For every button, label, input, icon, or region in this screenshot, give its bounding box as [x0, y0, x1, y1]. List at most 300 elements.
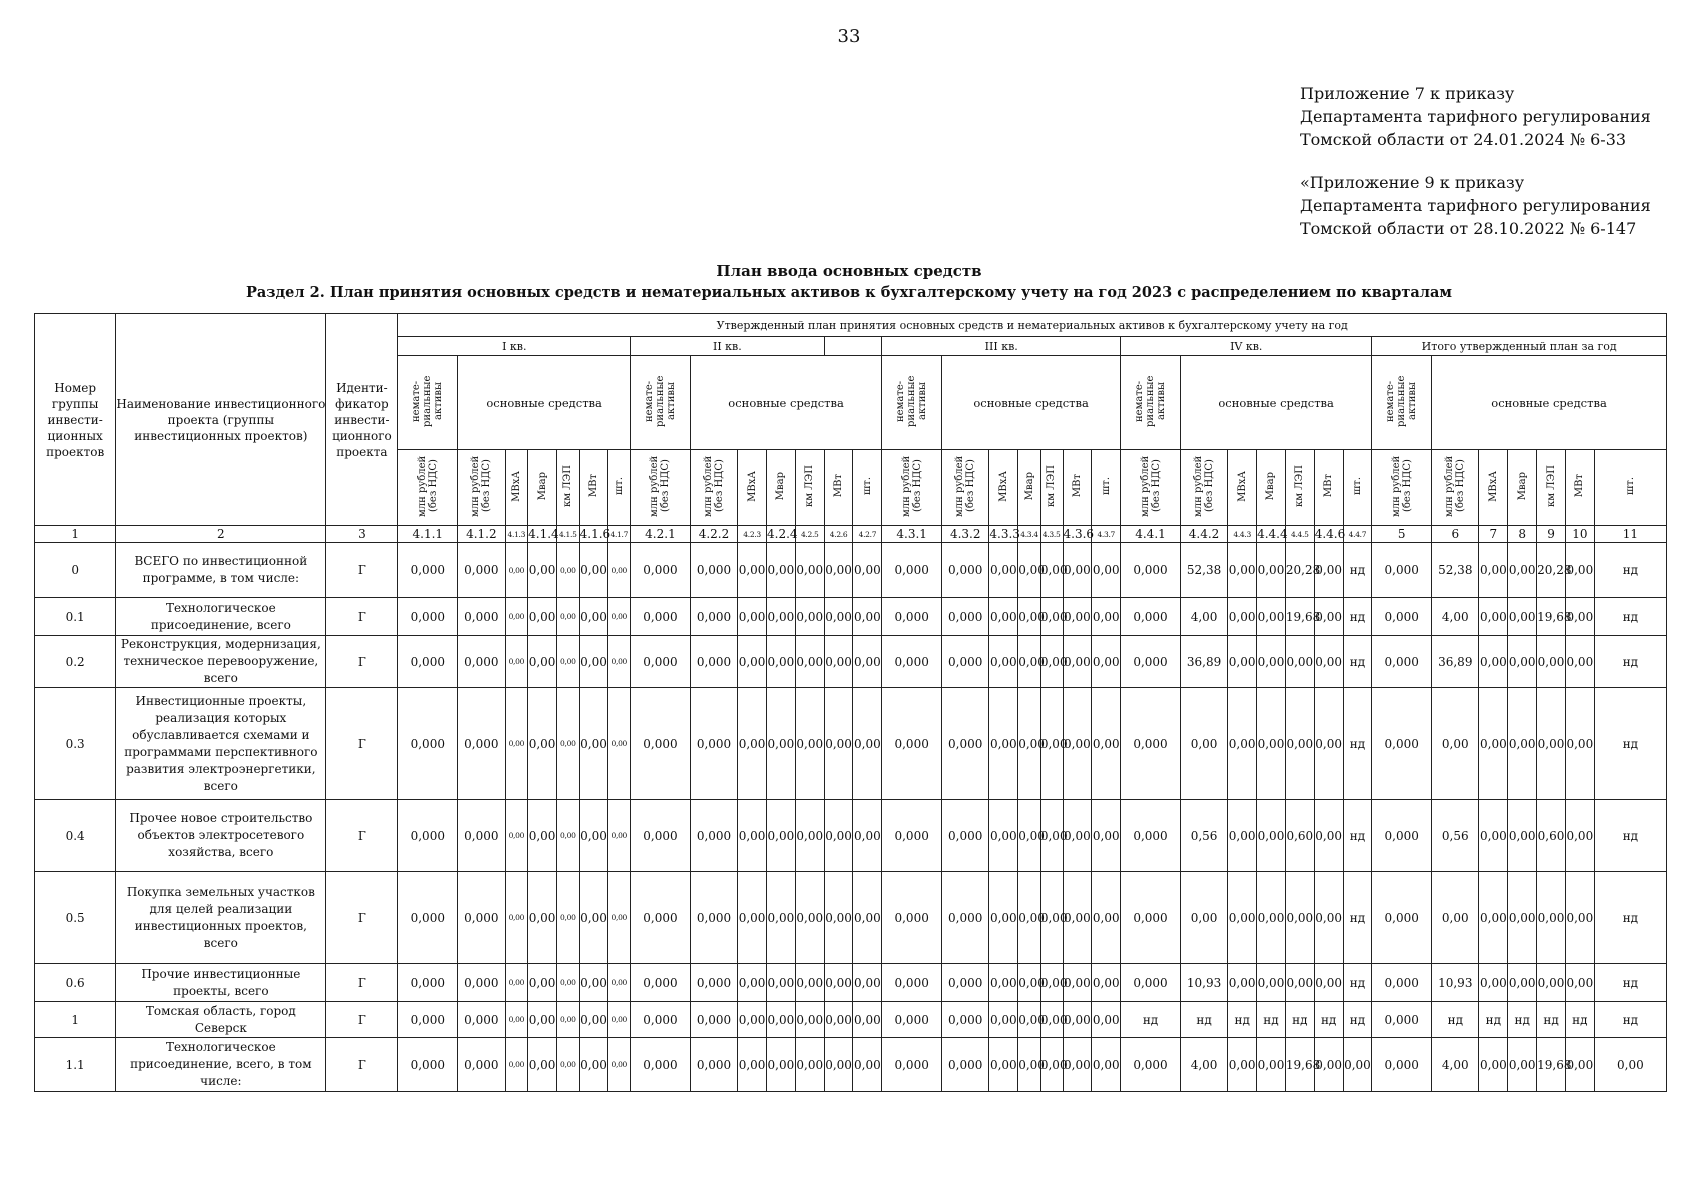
- value-cell: 0,000: [1121, 964, 1181, 1002]
- value-cell: 0,000: [942, 1038, 989, 1092]
- column-number: 11: [1594, 526, 1666, 543]
- column-number: 4.4.4: [1257, 527, 1288, 541]
- header-unit-label: шт.: [613, 476, 625, 495]
- value-cell: нд: [1343, 688, 1372, 800]
- row-identifier: Г: [326, 1002, 398, 1038]
- value-cell: 0,000: [631, 636, 691, 688]
- value-cell: 0,000: [631, 1002, 691, 1038]
- value-cell: нд: [1285, 1002, 1314, 1038]
- value-cell: 0,000: [1372, 1038, 1432, 1092]
- row-name: Инвестиционные проекты, реализация которых обуславливается схемами и программами перспективного развития электроэнергетики, всего: [116, 688, 326, 800]
- column-number: 4.2.7: [853, 526, 882, 543]
- value-cell: 0,00: [1508, 872, 1537, 964]
- header-unit-label: МВт: [1574, 474, 1586, 498]
- value-cell: 0,00: [608, 1038, 631, 1092]
- header-unit-label: МВт: [1323, 474, 1335, 498]
- header-q4: IV кв.: [1121, 337, 1372, 356]
- value-cell: 0,00: [556, 543, 579, 598]
- row-name: Прочие инвестиционные проекты, всего: [116, 964, 326, 1002]
- value-cell: нд: [1343, 1002, 1372, 1038]
- value-cell: 0,00: [853, 636, 882, 688]
- value-cell: 0,00: [989, 872, 1018, 964]
- value-cell: 0,00: [738, 636, 767, 688]
- value-cell: 0,000: [458, 636, 505, 688]
- value-cell: 0,000: [882, 636, 942, 688]
- header-q1: I кв.: [398, 337, 631, 356]
- value-cell: 0,00: [1018, 1002, 1041, 1038]
- value-cell: нд: [1594, 543, 1666, 598]
- value-cell: 0,00: [1228, 1038, 1257, 1092]
- column-number: 4.3.3: [989, 527, 1020, 541]
- value-cell: 0,00: [1228, 872, 1257, 964]
- value-cell: 4,00: [1180, 1038, 1227, 1092]
- value-cell: 0,00: [528, 688, 557, 800]
- value-cell: 0,00: [767, 1038, 796, 1092]
- value-cell: 0,00: [505, 636, 528, 688]
- value-cell: 0,00: [1479, 1038, 1508, 1092]
- column-number: 4.1.6: [579, 527, 611, 541]
- value-cell: 0,00: [1479, 964, 1508, 1002]
- header-unit-label: МВхА: [510, 470, 522, 502]
- column-number: 4.1.5: [556, 526, 579, 543]
- column-number: 4.4.3: [1228, 526, 1257, 543]
- row-name: Технологическое присоединение, всего: [116, 598, 326, 636]
- value-cell: 0,56: [1180, 800, 1227, 872]
- value-cell: 0,000: [1121, 543, 1181, 598]
- value-cell: 0,00: [1565, 872, 1594, 964]
- value-cell: 0,00: [1018, 543, 1041, 598]
- value-cell: 0,00: [1479, 872, 1508, 964]
- value-cell: 0,00: [1040, 543, 1063, 598]
- value-cell: 0,000: [398, 964, 458, 1002]
- column-number: 4.4.5: [1285, 526, 1314, 543]
- value-cell: 0,00: [579, 800, 608, 872]
- appendix-line: Томской области от 28.10.2022 № 6-147: [1300, 219, 1637, 238]
- value-cell: 0,00: [1040, 688, 1063, 800]
- row-name: Прочее новое строительство объектов электросетевого хозяйства, всего: [116, 800, 326, 872]
- value-cell: 0,00: [795, 543, 824, 598]
- header-unit: [1508, 450, 1537, 526]
- value-cell: 0,00: [1314, 800, 1343, 872]
- value-cell: 0,00: [989, 800, 1018, 872]
- value-cell: 0,00: [738, 543, 767, 598]
- value-cell: 0,00: [556, 800, 579, 872]
- value-cell: 0,00: [1257, 872, 1286, 964]
- header-unit-label: МВт: [588, 474, 600, 498]
- value-cell: 0,00: [1257, 800, 1286, 872]
- value-cell: 0,00: [1040, 800, 1063, 872]
- header-unit: [579, 450, 608, 526]
- value-cell: 0,00: [505, 543, 528, 598]
- column-number: 9: [1537, 526, 1566, 543]
- header-unit: [738, 450, 767, 526]
- value-cell: 0,00: [795, 688, 824, 800]
- value-cell: 0,000: [942, 636, 989, 688]
- value-cell: 0,000: [1372, 872, 1432, 964]
- header-unit-label: Мвар: [536, 471, 548, 501]
- column-number: 4.4.6: [1314, 527, 1346, 541]
- header-unit-label: млн рублей (без НДС): [470, 455, 493, 517]
- value-cell: 0,00: [795, 1002, 824, 1038]
- value-cell: 0,00: [528, 1002, 557, 1038]
- header-unit: [1372, 450, 1432, 526]
- value-cell: 0,00: [989, 964, 1018, 1002]
- value-cell: 0,00: [1228, 636, 1257, 688]
- row-identifier: Г: [326, 543, 398, 598]
- value-cell: 0,00: [1285, 636, 1314, 688]
- row-code: 0.2: [35, 636, 116, 688]
- value-cell: 0,00: [1257, 636, 1286, 688]
- value-cell: 0,00: [1063, 598, 1092, 636]
- value-cell: 0,00: [1285, 688, 1314, 800]
- value-cell: 0,00: [795, 964, 824, 1002]
- row-name: Технологическое присоединение, всего, в том числе:: [116, 1038, 326, 1092]
- value-cell: 0,00: [1314, 598, 1343, 636]
- value-cell: 0,00: [1228, 800, 1257, 872]
- value-cell: 0,00: [505, 800, 528, 872]
- header-approved-plan: Утвержденный план принятия основных средств и нематериальных активов к бухгалтерскому учету на год: [398, 314, 1667, 337]
- value-cell: 0,00: [1537, 964, 1566, 1002]
- value-cell: 0,00: [1040, 598, 1063, 636]
- value-cell: 0,00: [1565, 598, 1594, 636]
- value-cell: 0,00: [738, 688, 767, 800]
- value-cell: 0,000: [458, 688, 505, 800]
- column-number: 8: [1508, 526, 1537, 543]
- value-cell: 0,00: [824, 800, 853, 872]
- column-number: 4.3.6: [1063, 527, 1095, 541]
- value-cell: 19,68: [1537, 1038, 1566, 1092]
- value-cell: 0,000: [942, 1002, 989, 1038]
- value-cell: 0,000: [882, 1038, 942, 1092]
- header-intangible-label: немате-риальные активы: [411, 375, 445, 427]
- column-number: 4.3.2: [942, 526, 989, 543]
- value-cell: нд: [1432, 1002, 1479, 1038]
- value-cell: 19,68: [1285, 598, 1314, 636]
- column-number: 5: [1372, 526, 1432, 543]
- header-intangible-label: немате-риальные активы: [895, 375, 929, 427]
- header-unit: [1018, 450, 1041, 526]
- header-project-name: Наименование инвестиционного проекта (группы инвестиционных проектов): [116, 314, 326, 526]
- value-cell: 20,28: [1285, 543, 1314, 598]
- value-cell: 0,000: [631, 1038, 691, 1092]
- header-group-number: Номер группы инвести-ционных проектов: [35, 314, 116, 526]
- value-cell: 0,00: [1018, 1038, 1041, 1092]
- value-cell: 0,00: [1040, 1038, 1063, 1092]
- value-cell: 0,00: [738, 1002, 767, 1038]
- value-cell: 0,00: [579, 543, 608, 598]
- value-cell: 0,00: [795, 598, 824, 636]
- table-row: [35, 636, 1667, 688]
- value-cell: нд: [1594, 964, 1666, 1002]
- value-cell: 0,00: [767, 800, 796, 872]
- header-unit: [824, 450, 853, 526]
- value-cell: 0,00: [1018, 598, 1041, 636]
- value-cell: нд: [1343, 800, 1372, 872]
- column-number: 4.2.2: [690, 526, 737, 543]
- header-unit-label: млн рублей (без НДС): [1390, 455, 1413, 517]
- value-cell: 0,00: [1537, 872, 1566, 964]
- header-unit: [1565, 450, 1594, 526]
- value-cell: нд: [1594, 636, 1666, 688]
- header-intangible-label: немате-риальные активы: [1134, 375, 1168, 427]
- value-cell: 0,00: [608, 688, 631, 800]
- value-cell: нд: [1594, 688, 1666, 800]
- column-number: 4.1.3: [505, 526, 528, 543]
- value-cell: 52,38: [1432, 543, 1479, 598]
- value-cell: 0,000: [942, 872, 989, 964]
- value-cell: 0,60: [1537, 800, 1566, 872]
- column-number: 4.1.7: [608, 526, 631, 543]
- header-q2: II кв.: [631, 337, 825, 356]
- value-cell: 10,93: [1432, 964, 1479, 1002]
- value-cell: нд: [1594, 1002, 1666, 1038]
- value-cell: 0,000: [1372, 800, 1432, 872]
- value-cell: 0,000: [690, 1038, 737, 1092]
- value-cell: нд: [1180, 1002, 1227, 1038]
- value-cell: 0,00: [767, 964, 796, 1002]
- header-unit-label: км ЛЭП: [1294, 465, 1306, 507]
- value-cell: 0,000: [458, 964, 505, 1002]
- value-cell: 0,00: [579, 688, 608, 800]
- value-cell: 0,00: [1092, 872, 1121, 964]
- header-unit: [1285, 450, 1314, 526]
- value-cell: 0,00: [556, 964, 579, 1002]
- value-cell: 0,00: [1479, 800, 1508, 872]
- column-number: 4.4.7: [1343, 526, 1372, 543]
- header-unit-label: млн рублей (без НДС): [1193, 455, 1216, 517]
- value-cell: 4,00: [1432, 598, 1479, 636]
- value-cell: 0,00: [989, 543, 1018, 598]
- value-cell: 0,00: [579, 1002, 608, 1038]
- value-cell: 0,00: [853, 688, 882, 800]
- value-cell: 0,00: [1285, 964, 1314, 1002]
- header-unit-label: км ЛЭП: [1545, 465, 1557, 507]
- value-cell: 0,000: [458, 872, 505, 964]
- value-cell: 0,00: [1063, 964, 1092, 1002]
- value-cell: нд: [1121, 1002, 1181, 1038]
- value-cell: 0,00: [853, 1002, 882, 1038]
- value-cell: 0,00: [824, 688, 853, 800]
- value-cell: 0,000: [458, 598, 505, 636]
- value-cell: 0,000: [631, 598, 691, 636]
- header-intangible: [882, 356, 942, 450]
- value-cell: 0,00: [505, 1002, 528, 1038]
- row-name: Реконструкция, модернизация, техническое перевооружение, всего: [116, 636, 326, 688]
- row-name: Покупка земельных участков для целей реализации инвестиционных проектов, всего: [116, 872, 326, 964]
- row-identifier: Г: [326, 1038, 398, 1092]
- column-number: 3: [326, 526, 398, 543]
- value-cell: 0,00: [1063, 688, 1092, 800]
- value-cell: 0,00: [738, 872, 767, 964]
- appendix-line: Приложение 7 к приказу: [1300, 84, 1515, 103]
- value-cell: 0,00: [1040, 636, 1063, 688]
- value-cell: 0,00: [1092, 1038, 1121, 1092]
- value-cell: 0,00: [1432, 688, 1479, 800]
- header-unit: [690, 450, 737, 526]
- row-code: 1.1: [35, 1038, 116, 1092]
- value-cell: 0,000: [882, 964, 942, 1002]
- value-cell: 0,00: [1314, 688, 1343, 800]
- value-cell: 0,00: [1314, 1038, 1343, 1092]
- value-cell: 0,00: [1257, 964, 1286, 1002]
- row-code: 0.4: [35, 800, 116, 872]
- column-number: 4.2.1: [631, 526, 691, 543]
- header-unit-label: МВхА: [1236, 470, 1248, 502]
- value-cell: 0,00: [528, 543, 557, 598]
- table-row: [35, 1002, 1667, 1038]
- header-unit-label: Мвар: [1265, 471, 1277, 501]
- header-unit-label: млн рублей (без НДС): [1139, 455, 1162, 517]
- row-code: 0.5: [35, 872, 116, 964]
- header-unit-label: МВхА: [1487, 470, 1499, 502]
- value-cell: 0,00: [1508, 636, 1537, 688]
- header-unit: [398, 450, 458, 526]
- header-unit-label: млн рублей (без НДС): [900, 455, 923, 517]
- value-cell: 36,89: [1180, 636, 1227, 688]
- value-cell: 0,00: [1018, 964, 1041, 1002]
- value-cell: 0,000: [882, 598, 942, 636]
- value-cell: 0,00: [1092, 543, 1121, 598]
- value-cell: 0,000: [942, 800, 989, 872]
- value-cell: 0,00: [579, 1038, 608, 1092]
- value-cell: 0,00: [738, 1038, 767, 1092]
- value-cell: 0,00: [1092, 964, 1121, 1002]
- header-unit: [1343, 450, 1372, 526]
- value-cell: 0,00: [1040, 872, 1063, 964]
- header-identifier: Иденти-фикатор инвести-ционного проекта: [326, 314, 398, 526]
- appendix-line: Департамента тарифного регулирования: [1300, 196, 1651, 215]
- value-cell: 0,000: [631, 872, 691, 964]
- value-cell: 0,00: [767, 543, 796, 598]
- value-cell: 0,00: [505, 598, 528, 636]
- value-cell: 0,00: [853, 800, 882, 872]
- value-cell: 0,00: [528, 598, 557, 636]
- header-fixed-assets: основные средства: [1180, 356, 1372, 450]
- header-unit: [853, 450, 882, 526]
- header-unit: [1180, 450, 1227, 526]
- value-cell: 0,00: [1565, 800, 1594, 872]
- value-cell: 0,00: [767, 636, 796, 688]
- value-cell: 0,00: [1314, 636, 1343, 688]
- value-cell: нд: [1537, 1002, 1566, 1038]
- value-cell: 0,00: [608, 1002, 631, 1038]
- value-cell: 52,38: [1180, 543, 1227, 598]
- header-unit-label: Мвар: [1023, 471, 1035, 501]
- value-cell: 0,000: [1121, 1038, 1181, 1092]
- header-intangible: [1121, 356, 1181, 450]
- value-cell: 0,000: [458, 543, 505, 598]
- value-cell: 0,000: [1372, 598, 1432, 636]
- value-cell: 0,00: [1565, 1038, 1594, 1092]
- value-cell: 0,000: [942, 688, 989, 800]
- value-cell: нд: [1343, 543, 1372, 598]
- value-cell: 0,00: [1479, 636, 1508, 688]
- value-cell: 0,00: [1257, 598, 1286, 636]
- value-cell: 0,00: [1228, 964, 1257, 1002]
- value-cell: 0,00: [1092, 688, 1121, 800]
- value-cell: 0,000: [882, 800, 942, 872]
- value-cell: 0,00: [795, 1038, 824, 1092]
- value-cell: 0,00: [1018, 688, 1041, 800]
- value-cell: 4,00: [1180, 598, 1227, 636]
- value-cell: 0,000: [398, 598, 458, 636]
- value-cell: 0,00: [767, 688, 796, 800]
- value-cell: 0,00: [1314, 964, 1343, 1002]
- value-cell: 0,00: [1018, 872, 1041, 964]
- column-number: 4.3.1: [882, 526, 942, 543]
- value-cell: 0,00: [579, 872, 608, 964]
- value-cell: 0,00: [556, 1002, 579, 1038]
- row-identifier: Г: [326, 964, 398, 1002]
- value-cell: 0,00: [1092, 800, 1121, 872]
- row-identifier: Г: [326, 688, 398, 800]
- value-cell: 0,00: [1314, 543, 1343, 598]
- value-cell: 0,00: [989, 688, 1018, 800]
- value-cell: 19,68: [1537, 598, 1566, 636]
- value-cell: 0,000: [1372, 964, 1432, 1002]
- value-cell: 0,000: [1121, 688, 1181, 800]
- value-cell: 0,00: [853, 964, 882, 1002]
- header-unit: [505, 450, 528, 526]
- table-row: [35, 688, 1667, 800]
- value-cell: 0,000: [690, 964, 737, 1002]
- value-cell: 0,000: [631, 688, 691, 800]
- value-cell: 0,00: [1508, 964, 1537, 1002]
- value-cell: 0,000: [398, 1038, 458, 1092]
- header-unit: [1257, 450, 1286, 526]
- column-number: 4.4.1: [1121, 526, 1181, 543]
- value-cell: 0,00: [1537, 636, 1566, 688]
- appendix-line: Департамента тарифного регулирования: [1300, 107, 1651, 126]
- value-cell: 0,000: [398, 636, 458, 688]
- value-cell: 0,00: [1343, 1038, 1372, 1092]
- value-cell: 0,00: [528, 800, 557, 872]
- value-cell: 0,00: [1594, 1038, 1666, 1092]
- header-unit: [1479, 450, 1508, 526]
- header-unit-label: шт.: [861, 476, 873, 495]
- value-cell: нд: [1479, 1002, 1508, 1038]
- value-cell: 0,00: [1092, 636, 1121, 688]
- header-unit-label: МВхА: [746, 470, 758, 502]
- value-cell: 0,00: [1285, 872, 1314, 964]
- value-cell: 0,00: [1063, 1038, 1092, 1092]
- column-number: 6: [1432, 526, 1479, 543]
- header-unit-label: млн рублей (без НДС): [416, 455, 439, 517]
- value-cell: 0,000: [1372, 636, 1432, 688]
- header-unit: [631, 450, 691, 526]
- value-cell: 0,00: [608, 872, 631, 964]
- header-fixed-assets: основные средства: [1432, 356, 1667, 450]
- value-cell: 0,00: [556, 872, 579, 964]
- value-cell: 0,00: [579, 598, 608, 636]
- value-cell: 0,000: [458, 800, 505, 872]
- value-cell: 10,93: [1180, 964, 1227, 1002]
- row-code: 0: [35, 543, 116, 598]
- header-unit-label: шт.: [1624, 476, 1636, 495]
- value-cell: 36,89: [1432, 636, 1479, 688]
- value-cell: 0,00: [738, 598, 767, 636]
- row-code: 0.1: [35, 598, 116, 636]
- value-cell: 0,00: [824, 1038, 853, 1092]
- value-cell: 0,000: [1372, 543, 1432, 598]
- header-unit-label: км ЛЭП: [562, 465, 574, 507]
- value-cell: 0,000: [398, 1002, 458, 1038]
- value-cell: 0,00: [505, 1038, 528, 1092]
- header-unit-label: МВт: [833, 474, 845, 498]
- value-cell: 0,000: [631, 964, 691, 1002]
- row-code: 0.6: [35, 964, 116, 1002]
- value-cell: 0,000: [690, 598, 737, 636]
